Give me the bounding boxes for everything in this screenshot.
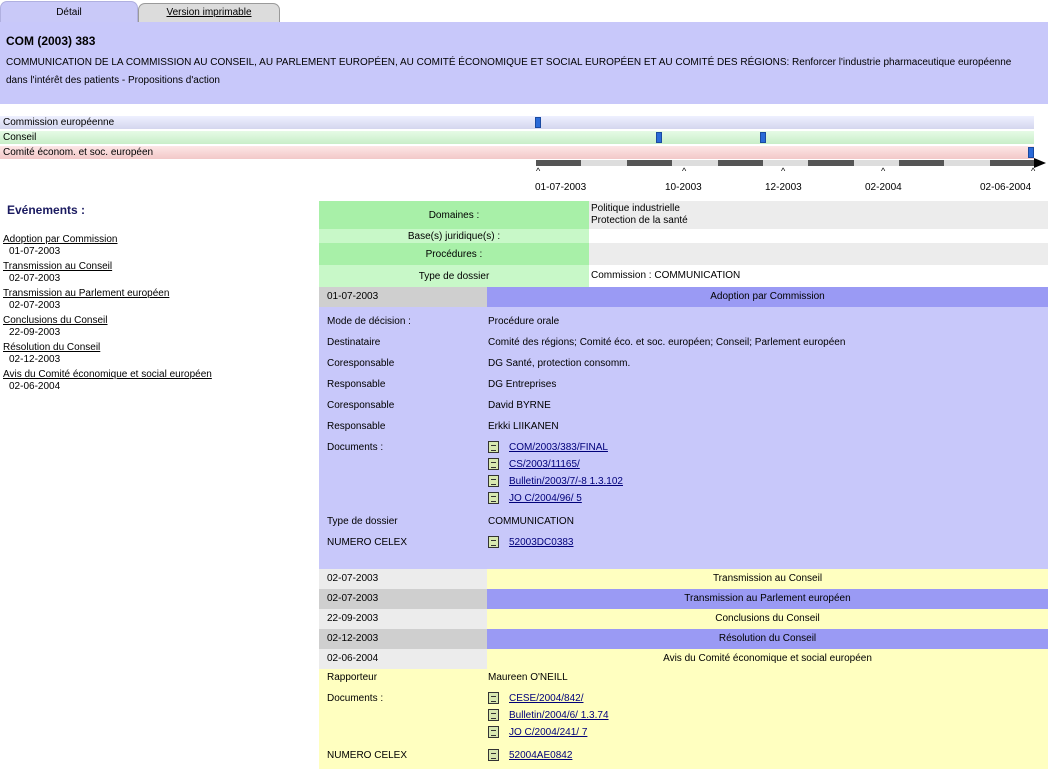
event-row: [319, 287, 1048, 307]
field-label: Destinataire: [327, 337, 381, 348]
celex-link[interactable]: 52004AE0842: [509, 749, 573, 761]
document-link[interactable]: CESE/2004/842/: [509, 692, 584, 704]
event-row-name: Conclusions du Conseil: [487, 609, 1048, 629]
document-icon[interactable]: [488, 749, 499, 761]
event-row-name: Transmission au Conseil: [487, 569, 1048, 589]
meta-value: [589, 229, 1048, 243]
event-row-name: Adoption par Commission: [487, 287, 1048, 307]
field-label: Documents :: [327, 693, 384, 704]
event-row-date: 22-09-2003: [319, 609, 487, 629]
event-row-date: 02-12-2003: [319, 629, 487, 649]
event-row-name: Transmission au Parlement européen: [487, 589, 1048, 609]
document-link[interactable]: CS/2003/11165/: [509, 458, 580, 470]
timeline-lane-council: [0, 131, 1034, 144]
meta-row-base: [319, 229, 1048, 243]
event-row-date: 02-07-2003: [319, 569, 487, 589]
field-label: Coresponsable: [327, 400, 395, 411]
dossier-description: COMMUNICATION DE LA COMMISSION AU CONSEIL, AU PARLEMENT EUROPÉEN, AU COMITÉ ÉCONOMIQUE ET SOCIAL EUROPÉEN ET AU COMITÉ DES RÉGIONS: Renforcer l'industrie pharmaceutique européenne dans l'intérêt des patients - Propositions d'action: [6, 57, 1012, 86]
tick-label: 10-2003: [665, 182, 702, 193]
detail-table: [319, 201, 1048, 769]
event-details: [319, 669, 1048, 769]
tick-caret: ^: [781, 166, 786, 176]
document-icon[interactable]: [488, 475, 499, 487]
event-row: [319, 649, 1048, 669]
document-entry: [488, 441, 608, 453]
lane-label: Commission européenne: [3, 117, 115, 128]
field-label: Documents :: [327, 442, 384, 453]
timeline-lane-ecosoc: [0, 146, 1034, 159]
document-link[interactable]: Bulletin/2004/6/ 1.3.74: [509, 709, 609, 721]
event-link[interactable]: Résolution du Conseil: [3, 342, 101, 353]
list-item: [3, 288, 303, 315]
field-value: DG Entreprises: [488, 379, 557, 390]
event-details: [319, 307, 1048, 569]
tick-caret: ^: [1031, 166, 1036, 176]
lane-label: Conseil: [3, 132, 37, 143]
meta-value: Commission : COMMUNICATION: [589, 265, 1048, 287]
field-value: Erkki LIIKANEN: [488, 421, 559, 432]
event-row: [319, 609, 1048, 629]
event-link[interactable]: Conclusions du Conseil: [3, 315, 108, 326]
tab-bar: [0, 0, 1048, 22]
document-entry: [488, 475, 623, 487]
document-icon[interactable]: [488, 536, 499, 548]
field-label: NUMERO CELEX: [327, 750, 408, 761]
document-link[interactable]: COM/2003/383/FINAL: [509, 441, 608, 453]
axis-arrow-icon: [1034, 158, 1046, 168]
event-link[interactable]: Transmission au Parlement européen: [3, 288, 170, 299]
document-entry: [488, 709, 609, 721]
tick-caret: ^: [536, 166, 541, 176]
tab-printable[interactable]: [138, 3, 280, 22]
domain-value: Politique industrielle: [591, 203, 680, 214]
meta-label: Type de dossier: [319, 265, 589, 287]
document-entry: [488, 726, 587, 738]
event-row-name: Avis du Comité économique et social européen: [487, 649, 1048, 669]
event-date: 02-07-2003: [9, 273, 61, 284]
list-item: [3, 315, 303, 342]
timeline-axis: [536, 160, 1036, 166]
field-label: Responsable: [327, 379, 386, 390]
event-link[interactable]: Adoption par Commission: [3, 234, 118, 245]
celex-entry: [488, 536, 574, 548]
meta-row-domains: [319, 201, 1048, 229]
tick-label: 02-2004: [865, 182, 902, 193]
events-list: [3, 234, 303, 396]
meta-value: [589, 243, 1048, 265]
document-link[interactable]: JO C/2004/96/ 5: [509, 492, 582, 504]
document-icon[interactable]: [488, 458, 499, 470]
document-entry: [488, 458, 580, 470]
document-link[interactable]: JO C/2004/241/ 7: [509, 726, 588, 738]
event-row-date: 02-07-2003: [319, 589, 487, 609]
tab-detail[interactable]: Détail: [0, 1, 138, 24]
tick-caret: ^: [682, 166, 687, 176]
field-label: Responsable: [327, 421, 386, 432]
document-icon[interactable]: [488, 492, 499, 504]
field-value: David BYRNE: [488, 400, 551, 411]
events-title: Evénements :: [7, 203, 86, 217]
celex-link[interactable]: 52003DC0383: [509, 536, 574, 548]
event-row: [319, 629, 1048, 649]
field-value: Comité des régions; Comité éco. et soc. européen; Conseil; Parlement européen: [488, 337, 846, 348]
event-marker[interactable]: [1028, 147, 1034, 158]
lane-label: Comité économ. et soc. européen: [3, 147, 154, 158]
document-entry: [488, 692, 584, 704]
event-date: 02-12-2003: [9, 354, 61, 365]
document-icon[interactable]: [488, 709, 499, 721]
dossier-header: [0, 22, 1048, 104]
document-link[interactable]: Bulletin/2003/7/-8 1.3.102: [509, 475, 623, 487]
field-label: Type de dossier: [327, 516, 398, 527]
event-marker[interactable]: [760, 132, 766, 143]
list-item: [3, 342, 303, 369]
field-label: Rapporteur: [327, 672, 378, 683]
printable-link[interactable]: Version imprimable: [166, 7, 252, 18]
document-icon[interactable]: [488, 692, 499, 704]
event-link[interactable]: Transmission au Conseil: [3, 261, 113, 272]
field-value: COMMUNICATION: [488, 516, 574, 527]
field-label: Mode de décision :: [327, 316, 411, 327]
timeline-lane-commission: [0, 116, 1034, 129]
domain-value: Protection de la santé: [591, 215, 688, 226]
document-entry: [488, 492, 582, 504]
meta-label: Procédures :: [319, 243, 589, 265]
list-item: [3, 261, 303, 288]
field-value: Procédure orale: [488, 316, 560, 327]
list-item: [3, 234, 303, 261]
meta-row-procedures: [319, 243, 1048, 265]
tick-label: 12-2003: [765, 182, 802, 193]
event-row-name: Résolution du Conseil: [487, 629, 1048, 649]
tick-caret: ^: [881, 166, 886, 176]
meta-row-type: [319, 265, 1048, 287]
event-date: 02-07-2003: [9, 300, 61, 311]
meta-label: Domaines :: [319, 201, 589, 229]
event-row-date: 01-07-2003: [319, 287, 487, 307]
event-row-date: 02-06-2004: [319, 649, 487, 669]
field-value: Maureen O'NEILL: [488, 672, 568, 683]
event-row: [319, 569, 1048, 589]
event-date: 22-09-2003: [9, 327, 61, 338]
field-value: DG Santé, protection consomm.: [488, 358, 631, 369]
celex-entry: [488, 749, 572, 761]
meta-value: [589, 201, 1048, 229]
tick-label: 02-06-2004: [980, 182, 1032, 193]
event-marker[interactable]: [535, 117, 541, 128]
document-icon[interactable]: [488, 726, 499, 738]
event-link[interactable]: Avis du Comité économique et social européen: [3, 369, 212, 380]
document-icon[interactable]: [488, 441, 499, 453]
event-row: [319, 589, 1048, 609]
field-label: Coresponsable: [327, 358, 395, 369]
field-label: NUMERO CELEX: [327, 537, 408, 548]
tick-label: 01-07-2003: [535, 182, 587, 193]
event-date: 02-06-2004: [9, 381, 61, 392]
event-marker[interactable]: [656, 132, 662, 143]
dossier-reference: COM (2003) 383: [6, 34, 96, 48]
list-item: [3, 369, 303, 396]
event-date: 01-07-2003: [9, 246, 61, 257]
meta-label: Base(s) juridique(s) :: [319, 229, 589, 243]
